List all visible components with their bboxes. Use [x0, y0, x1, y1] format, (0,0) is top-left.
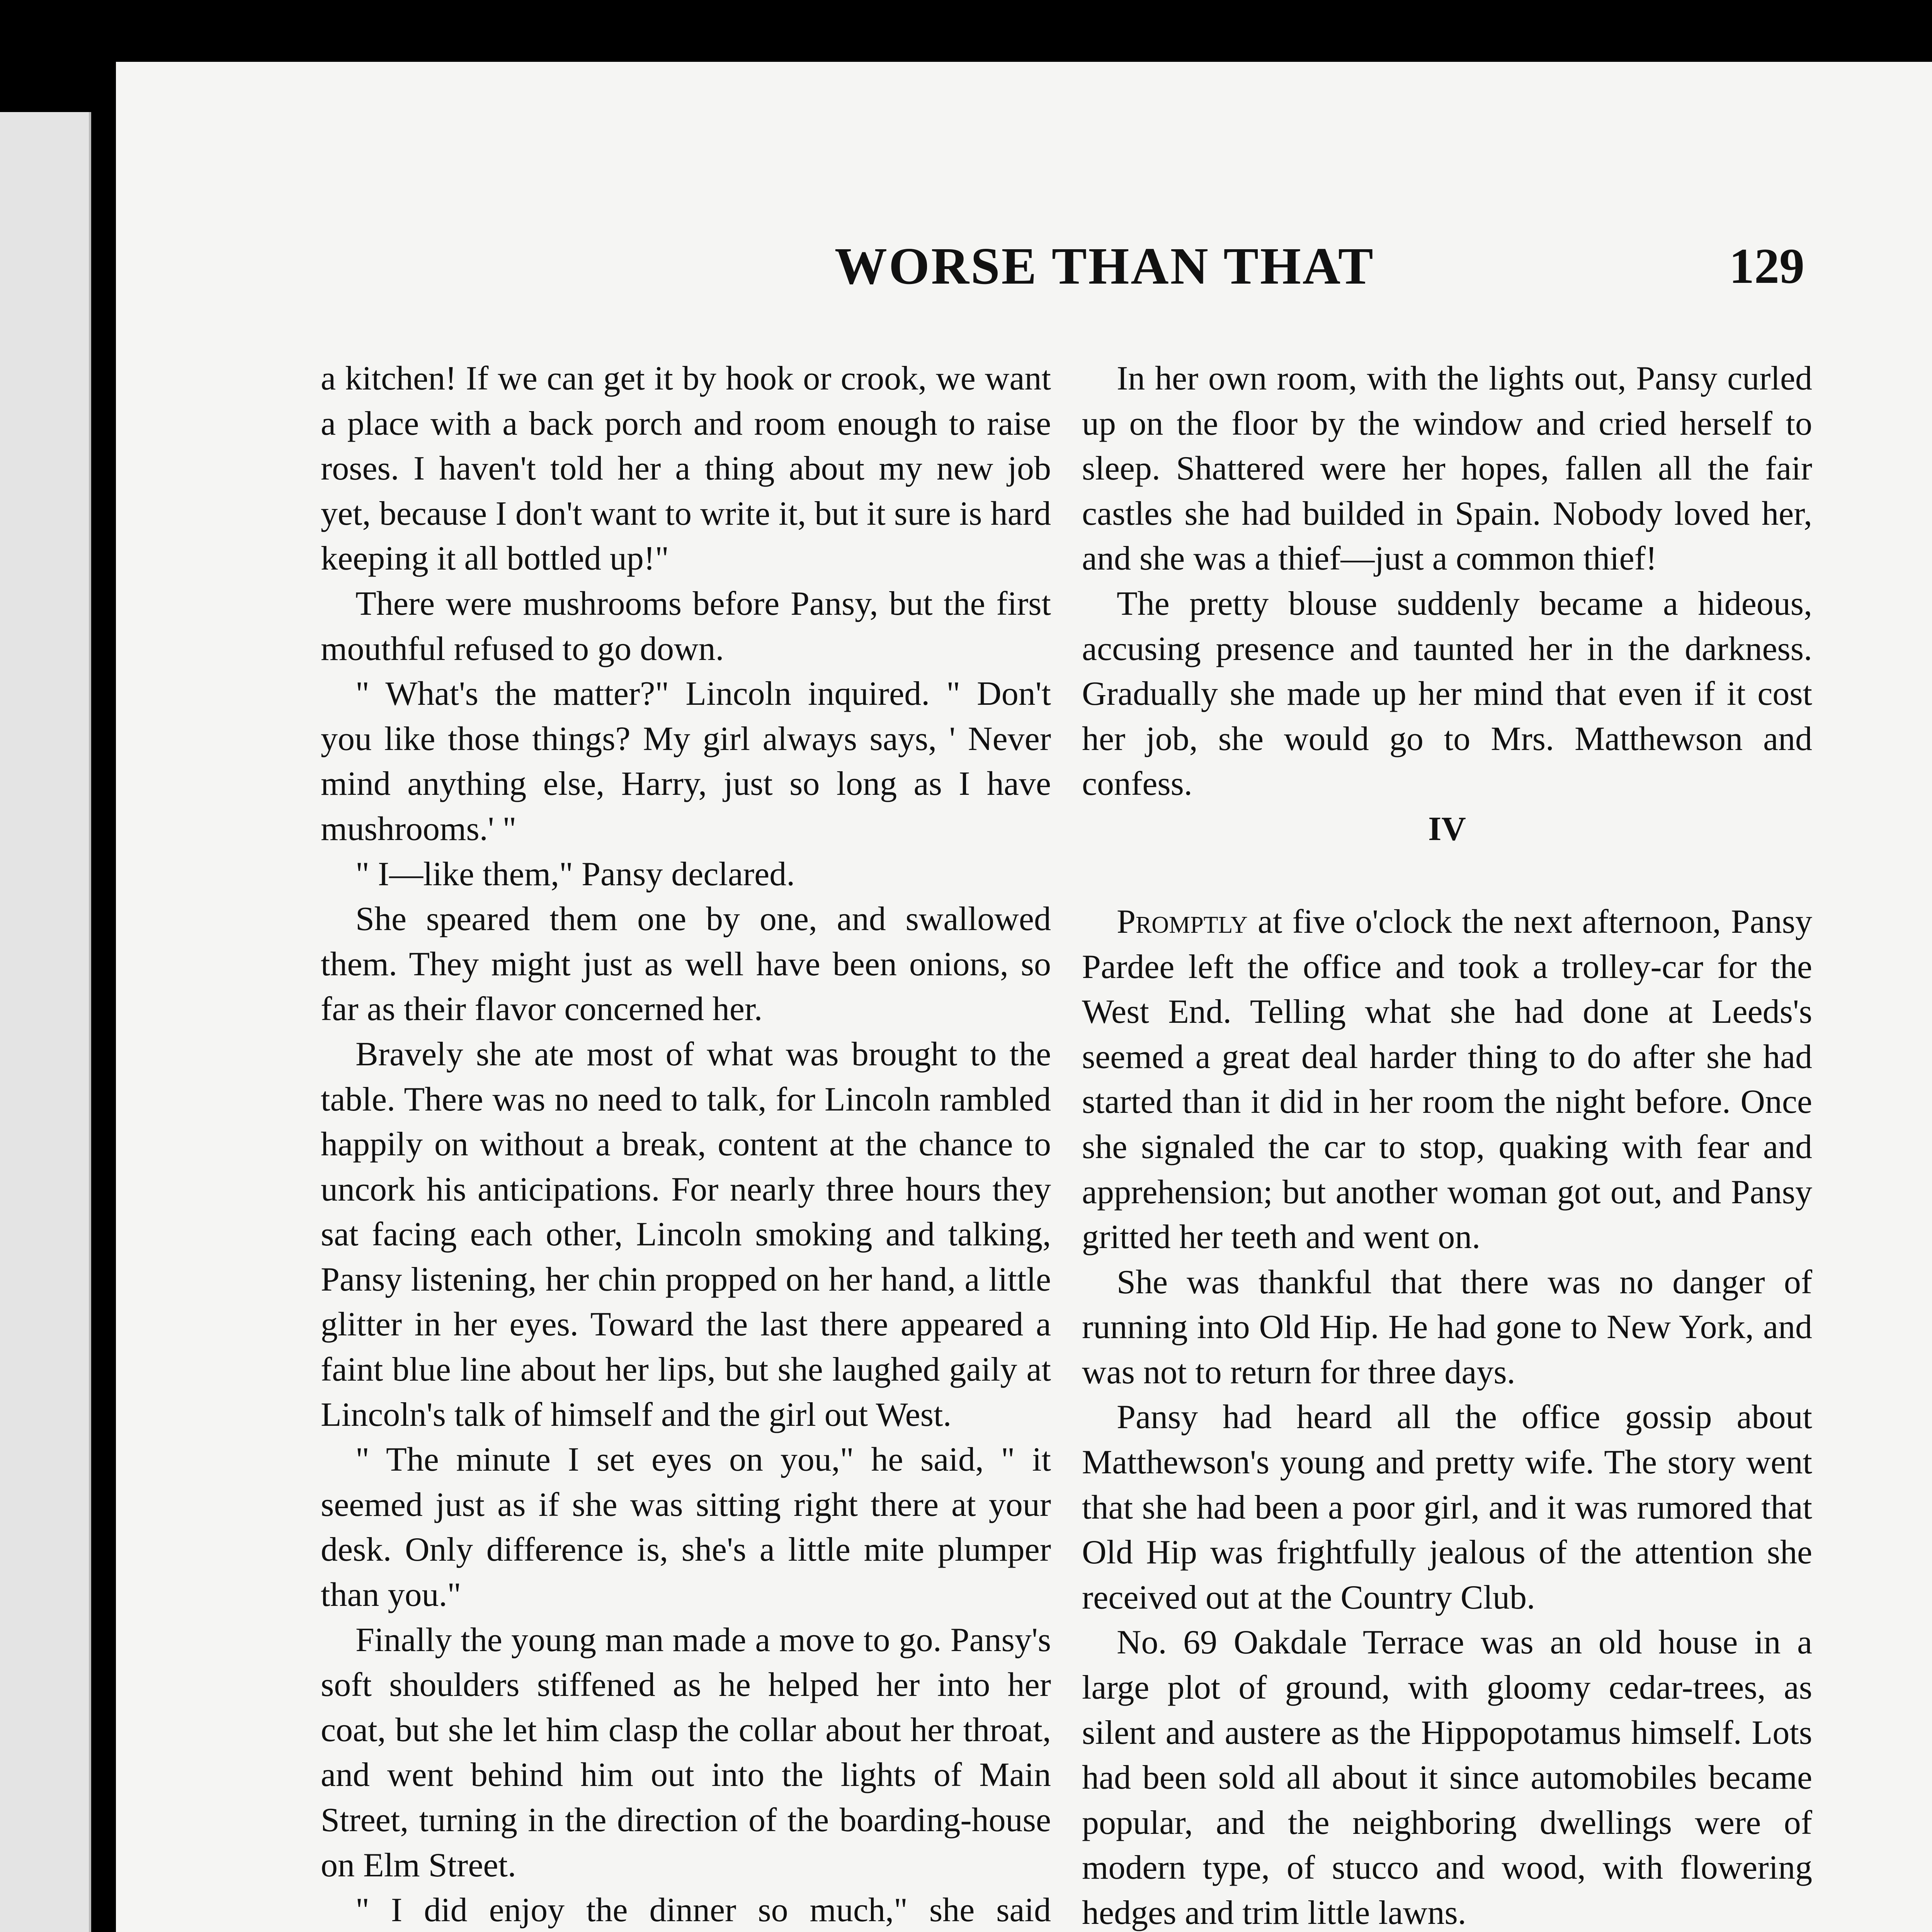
section-heading: IV [1428, 810, 1466, 848]
paragraph [1082, 900, 1812, 1260]
paragraph: No. 69 Oakdale Terrace was an old house in a large plot of ground, with gloomy cedar-trees, as silent and austere as the Hippopotamus himself. Lots had been sold all about it since automobiles became popular, and the neighboring dwellings were of modern type, of stucco and wood, with flowering hedges and trim little lawns. [1082, 1624, 1812, 1932]
paragraph: " I—like them," Pansy declared. [355, 855, 795, 893]
paragraph: " I did enjoy the dinner so much," she said [355, 1891, 1051, 1929]
paragraph: The pretty blouse suddenly became a hideous, accusing presence and taunted her in the darkness. Gradually she made up her mind that even if it cost her job, she would go to Mrs. Matthewson and confess. [1082, 585, 1812, 803]
paragraph: " The minute I set eyes on you," he said, " it seemed just as if she was sitting right there at your desk. Only difference is, she's a little mite plumper than you." [321, 1441, 1051, 1614]
page-number: 129 [1729, 238, 1804, 294]
paragraph: Pansy had heard all the office gossip about Matthewson's young and pretty wife. The story went that she had been a poor girl, and it was rumored that Old Hip was frightfully jealous of the attention she received out at the Country Club. [1082, 1398, 1812, 1616]
text-column-right [1082, 356, 1812, 1932]
paragraph-lead-word: Promptly [1117, 903, 1248, 940]
paragraph: She was thankful that there was no danger of running into Old Hip. He had gone to New York, and was not to return for three days. [1082, 1263, 1812, 1391]
paragraph: Finally the young man made a move to go. Pansy's soft shoulders stiffened as he helped her into her coat, but she let him clasp the collar about her throat, and went behind him out into the lights of Main Street, turning in the direction of the boarding-house on Elm Street. [321, 1621, 1051, 1884]
paragraph: Bravely she ate most of what was brought to the table. There was no need to talk, for Lincoln rambled happily on without a break, content at the chance to uncork his anticipations. For nearly three hours they sat facing each other, Lincoln smoking and talking, Pansy listening, her chin propped on her hand, a little glitter in her eyes. Toward the last there appeared a faint blue line about her lips, but she laughed gaily at Lincoln's talk of himself and the girl out West. [321, 1035, 1051, 1434]
running-head: WORSE THAN THAT [835, 237, 1375, 295]
paragraph: She speared them one by one, and swallowed them. They might just as well have been onions, so far as their flavor concerned her. [321, 900, 1051, 1028]
paragraph: a kitchen! If we can get it by hook or crook, we want a place with a back porch and room enough to raise roses. I haven't told her a thing about my new job yet, because I don't want to write it, but it sure is hard keeping it all bottled up!" [321, 360, 1051, 578]
paragraph: There were mushrooms before Pansy, but the first mouthful refused to go down. [321, 585, 1051, 668]
paragraph-text: at five o'clock the next afternoon, Pansy Pardee left the office and took a trolley-car for the West End. Telling what she had done at Leeds's seemed a great deal harder thing to do after she had started than it did in her room the night before. Once she signaled the car to stop, quaking with fear and apprehension; but another woman got out, and Pansy gritted her teeth and went on. [1082, 903, 1812, 1256]
facing-page-edge [0, 112, 91, 1932]
paragraph: In her own room, with the lights out, Pansy curled up on the floor by the window and cried herself to sleep. Shattered were her hopes, fallen all the fair castles she had builded in Spain. Nobody loved her, and she was a thief—just a common thief! [1082, 360, 1812, 578]
text-column-left [321, 356, 1051, 1932]
paragraph: " What's the matter?" Lincoln inquired. " Don't you like those things? My girl always says, ' Never mind anything else, Harry, just so long as I have mushrooms.' " [321, 675, 1051, 848]
